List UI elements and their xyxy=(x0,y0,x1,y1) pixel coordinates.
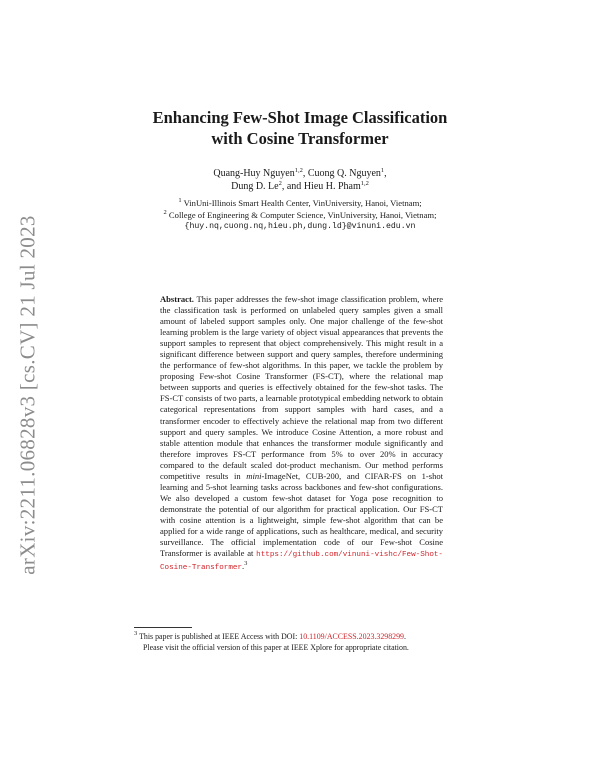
footnote-rule xyxy=(134,627,192,628)
affiliation-2 xyxy=(100,209,500,221)
author-1-affil: 1,2 xyxy=(294,167,303,174)
author-list xyxy=(100,167,500,193)
abstract-end: . xyxy=(242,561,245,572)
mini-imagenet-italic: mini xyxy=(246,470,262,481)
affiliation-1-text: VinUni-Illinois Smart Health Center, VinUniversity, Hanoi, Vietnam; xyxy=(181,198,422,208)
author-2: Cuong Q. Nguyen xyxy=(307,168,381,179)
footnote xyxy=(134,631,474,653)
author-1: Quang-Huy Nguyen xyxy=(213,168,295,179)
footnote-line-1 xyxy=(134,631,474,642)
affiliations xyxy=(100,197,500,233)
arxiv-identifier-stamp xyxy=(8,200,48,590)
footnote-ref-3[interactable]: 3 xyxy=(244,560,248,568)
author-emails: {huy.nq,cuong.nq,hieu.ph,dung.ld}@vinuni.edu.vn xyxy=(184,222,416,231)
author-3-affil: 2 xyxy=(278,180,282,187)
title-line-1: Enhancing Few-Shot Image Classification xyxy=(152,108,448,127)
author-sep-1: , xyxy=(302,168,308,179)
abstract-body-2: -ImageNet, CUB-200, and CIFAR-FS on 1-shot learning and 5-shot learning tasks across backbones and few-shot configurations. We also developed a custom few-shot dataset for Yoga pose recognition to demonstrate the potential of our algorithm for practical application. Our FS-CT with cosine attention is a lightweight, simple few-shot algorithm that can be applied for a wide range of applications, such as healthcare, medical, and security surveillance. The official implementation code of our Few-shot Cosine Transformer is available at xyxy=(160,470,443,559)
author-3: Dung D. Le xyxy=(231,181,279,192)
doi-link[interactable]: 10.1109/ACCESS.2023.3298299 xyxy=(299,632,404,641)
author-4: Hieu H. Pham xyxy=(303,181,361,192)
paper-title xyxy=(100,107,500,149)
affiliation-1-mark: 1 xyxy=(178,197,182,204)
author-sep-3: , and xyxy=(281,181,304,192)
abstract-body-1: This paper addresses the few-shot image classification problem, where the classification task is performed on unlabeled query samples given a small amount of labeled support samples only. One major challenge of the few-shot learning problem is the large variety of object visual appearances that prevents the support samples to represent that object comprehensively. This might result in a significant difference between support and query samples, therefore undermining the performance of few-shot algorithms. In this paper, we tackle the problem by proposing Few-shot Cosine Transformer (FS-CT), where the relational map between supports and queries is effectively obtained for the few-shot tasks. The FS-CT consists of two parts, a learnable prototypical embedding network to obtain categorical representations from support samples with hard cases, and a transformer encoder to effectively achieve the relational map from two different support and query samples. We introduce Cosine Attention, a more robust and stable attention module that enhances the transformer module significantly and therefore improves FS-CT performance from 5% to over 20% in accuracy compared to the default scaled dot-product mechanism. Our method performs competitive results in xyxy=(160,294,443,481)
footnote-text-1-end: . xyxy=(404,632,406,641)
abstract-label: Abstract. xyxy=(160,294,194,304)
footnote-line-2: Please visit the official version of this paper at IEEE Xplore for appropriate citation. xyxy=(143,643,409,652)
arxiv-stamp-text: arXiv:2211.06828v3 [cs.CV] 21 Jul 2023 xyxy=(15,215,40,575)
affiliation-1 xyxy=(100,197,500,209)
author-4-affil: 1,2 xyxy=(360,180,369,187)
affiliation-2-text: College of Engineering & Computer Science, VinUniversity, Hanoi, Vietnam; xyxy=(166,210,437,220)
title-line-2: with Cosine Transformer xyxy=(211,129,389,148)
github-link[interactable]: https://github.com/vinuni-vishc/Few-Shot-Cosine-Transformer xyxy=(160,551,443,573)
footnote-text-1: This paper is published at IEEE Access with DOI: xyxy=(137,632,300,641)
affiliation-2-mark: 2 xyxy=(163,209,167,216)
footnote-mark: 3 xyxy=(134,630,138,637)
abstract xyxy=(160,294,443,574)
author-2-affil: 1 xyxy=(380,167,385,174)
author-sep-2: , xyxy=(384,168,387,179)
